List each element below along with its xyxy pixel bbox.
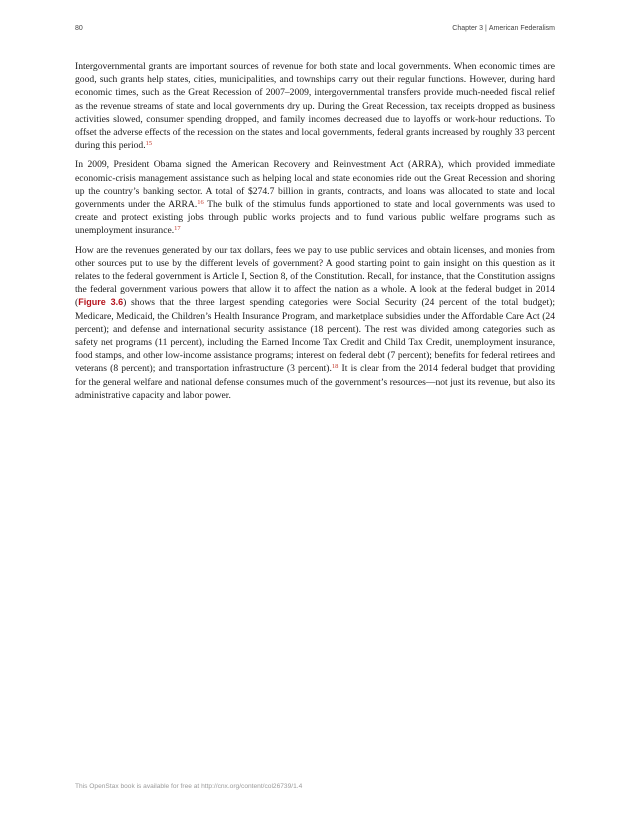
paragraph-text: Intergovernmental grants are important sources of revenue for both state and local governments. When economic times are good, such grants help states, cities, municipalities, and townships carry out their regular functions. However, during hard economic times, such as the Great Recession of 2007–2009, intergovernmental transfers provide much-needed fiscal relief as the revenue streams of state and local governments dry up. During the Great Recession, tax receipts dropped as business activities slowed, consumer spending dropped, and family incomes decreased due to layoffs or work-hour reductions. To offset the adverse effects of the recession on the states and local governments, federal grants increased by roughly 33 percent during this period. <box>75 61 555 152</box>
chapter-title: American Federalism <box>488 25 555 32</box>
chapter-label: Chapter 3 <box>452 25 484 32</box>
page-footer: This OpenStax book is available for free at http://cnx.org/content/col26739/1.4 <box>75 783 303 790</box>
header-separator: | <box>485 25 487 32</box>
paragraph-intergovernmental-grants <box>75 60 555 152</box>
page-number: 80 <box>75 25 83 32</box>
paragraph-text: It is clear from the 2014 federal budget that providing for the general welfare and national defense consumes much of the government’s resources—not just its revenue, but also its administrative capacity and labor power. <box>75 363 555 401</box>
paragraph-text: The bulk of the stimulus funds apportioned to state and local governments was used to create and protect existing jobs through public works projects and to fund various public welfare programs such as unemployment insurance. <box>75 199 555 237</box>
paragraph-arra <box>75 158 555 237</box>
running-head <box>452 25 555 32</box>
footnote-ref-15[interactable]: 15 <box>145 140 153 148</box>
paragraph-federal-budget <box>75 244 555 402</box>
footnote-ref-17[interactable]: 17 <box>174 225 181 233</box>
figure-link[interactable]: Figure 3.6 <box>78 297 124 308</box>
paragraph-text: ) shows that the three largest spending categories were Social Security (24 percent of the total budget); Medicare, Medicaid, the Children’s Health Insurance Program, and marketplace subsidies under the Affordable Care Act (24 percent); and defense and international security assistance (18 percent). The rest was divided among categories such as safety net programs (11 percent), including the Earned Income Tax Credit and Child Tax Credit, unemployment insurance, food stamps, and other low-income assistance programs; interest on federal debt (7 percent); benefits for federal retirees and veterans (8 percent); and transportation infrastructure (3 percent). <box>75 297 556 375</box>
body-text <box>75 60 555 408</box>
footnote-ref-16[interactable]: 16 <box>197 199 204 207</box>
paragraph-text: In 2009, President Obama signed the American Recovery and Reinvestment Act (ARRA), which provided immediate economic-crisis management assistance such as helping local and state economies ride out the Great Recession and shoring up the country’s banking sector. A total of $274.7 billion in grants, contracts, and loans was allocated to state and local governments under the ARRA. <box>75 159 555 211</box>
page-header <box>75 25 555 37</box>
footnote-ref-18[interactable]: 18 <box>331 363 339 371</box>
paragraph-text: How are the revenues generated by our tax dollars, fees we pay to use public services and obtain licenses, and monies from other sources put to use by the different levels of government? A good starting point to gain insight on this question as it relates to the federal government is Article I, Section 8, of the Constitution. Recall, for instance, that the Constitution assigns the federal government various powers that allow it to affect the nation as a whole. A look at the federal budget in 2014 ( <box>75 244 555 309</box>
